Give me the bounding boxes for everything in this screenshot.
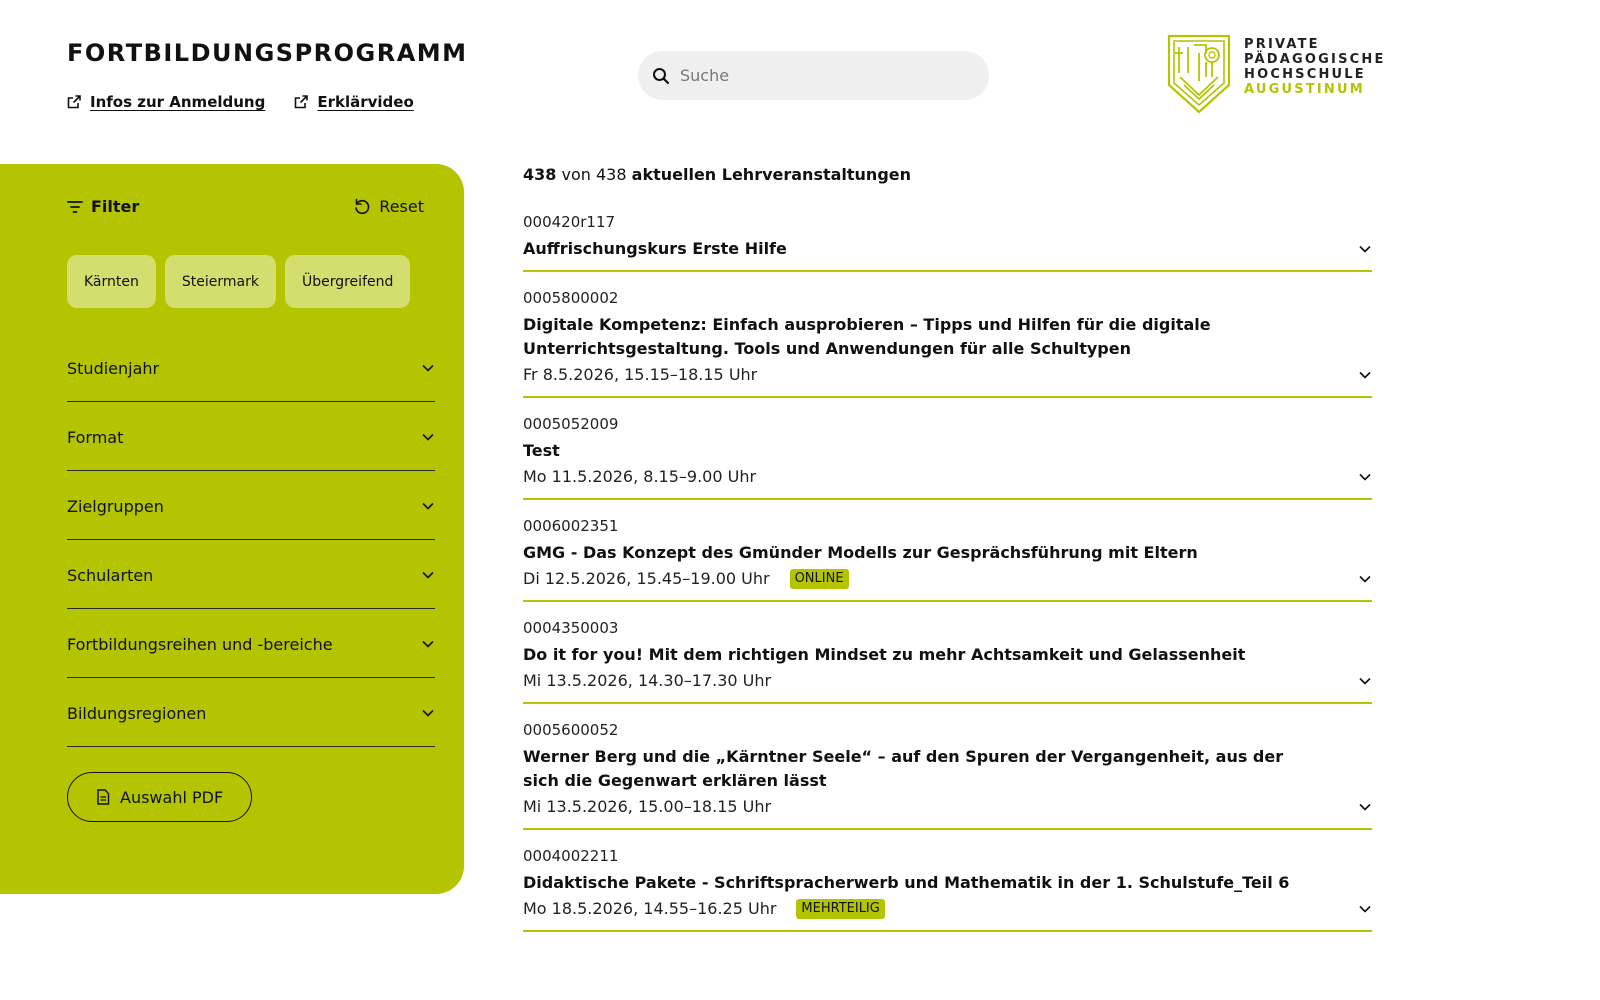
facet-label: Studienjahr <box>67 358 160 378</box>
header-links <box>66 93 414 111</box>
course-item[interactable] <box>523 196 1372 272</box>
filter-title <box>67 197 139 216</box>
course-code: 0006002351 <box>523 517 619 535</box>
course-date-row <box>523 897 1372 921</box>
chevron-down-icon <box>421 430 435 444</box>
results-panel <box>523 165 1372 932</box>
result-count <box>523 165 1372 184</box>
result-count-total: 438 <box>596 165 627 184</box>
logo[interactable] <box>1166 33 1386 115</box>
course-item[interactable] <box>523 398 1372 500</box>
chip-uebergreifend[interactable]: Übergreifend <box>285 255 410 308</box>
result-count-von: von <box>561 165 591 184</box>
course-date-row <box>523 363 1372 387</box>
pdf-selection-label: Auswahl PDF <box>120 787 224 807</box>
chevron-down-icon[interactable] <box>1358 470 1372 484</box>
chevron-down-icon <box>421 706 435 720</box>
facet-label: Zielgruppen <box>67 496 164 516</box>
filter-label: Filter <box>91 197 140 216</box>
logo-line: PRIVATE <box>1244 37 1320 52</box>
region-chips <box>67 255 410 308</box>
course-code: 0005600052 <box>523 721 619 739</box>
course-date: Mo 11.5.2026, 8.15–9.00 Uhr <box>523 467 757 486</box>
filter-header <box>67 197 424 216</box>
pdf-selection-button[interactable] <box>67 772 252 822</box>
page-title: FORTBILDUNGSPROGRAMM <box>67 39 468 67</box>
search-input[interactable] <box>680 66 970 85</box>
facet-zielgruppen[interactable] <box>67 471 435 540</box>
course-title: Test <box>523 441 560 460</box>
facet-label: Fortbildungsreihen und -bereiche <box>67 634 333 654</box>
course-item[interactable] <box>523 602 1372 704</box>
facet-schularten[interactable] <box>67 540 435 609</box>
chevron-down-icon <box>421 361 435 375</box>
chevron-down-icon <box>421 499 435 513</box>
chip-steiermark[interactable]: Steiermark <box>165 255 276 308</box>
online-badge: ONLINE <box>790 569 849 589</box>
course-date: Mo 18.5.2026, 14.55–16.25 Uhr <box>523 899 777 918</box>
course-code: 0004350003 <box>523 619 619 637</box>
facet-label: Format <box>67 427 124 447</box>
course-date-row <box>523 795 1372 819</box>
facet-label: Schularten <box>67 565 154 585</box>
chevron-down-icon <box>421 637 435 651</box>
external-link-icon <box>66 94 82 110</box>
course-item[interactable] <box>523 704 1372 830</box>
chevron-down-icon[interactable] <box>1358 800 1372 814</box>
reset-button[interactable] <box>353 197 424 216</box>
course-title: Auffrischungskurs Erste Hilfe <box>523 239 787 258</box>
chevron-down-icon[interactable] <box>1358 674 1372 688</box>
course-title: Didaktische Pakete - Schriftspracherwerb und Mathematik in der 1. Schulstufe_Teil 6 <box>523 873 1290 892</box>
course-code: 0005800002 <box>523 289 619 307</box>
info-registration-link[interactable] <box>66 93 265 111</box>
chevron-down-icon[interactable] <box>1358 368 1372 382</box>
course-title: Do it for you! Mit dem richtigen Mindset zu mehr Achtsamkeit und Gelassenheit <box>523 645 1246 664</box>
filter-sidebar <box>0 164 464 894</box>
filter-icon <box>67 200 83 214</box>
reset-icon <box>353 198 371 216</box>
facet-label: Bildungsregionen <box>67 703 207 723</box>
course-date-row <box>523 567 1372 591</box>
course-title: Digitale Kompetenz: Einfach ausprobieren – Tipps und Hilfen für die digitale Unterrichtsgestaltung. Tools und Anwendungen für alle Schultypen <box>523 315 1211 358</box>
course-code: 0005052009 <box>523 415 619 433</box>
course-list <box>523 196 1372 932</box>
facet-studienjahr[interactable] <box>67 333 435 402</box>
course-date: Fr 8.5.2026, 15.15–18.15 Uhr <box>523 365 758 384</box>
course-item[interactable] <box>523 500 1372 602</box>
search-bar[interactable] <box>638 51 989 100</box>
explainer-video-label: Erklärvideo <box>317 93 414 111</box>
document-icon <box>96 789 110 805</box>
facet-bildungsregionen[interactable] <box>67 678 435 747</box>
chevron-down-icon[interactable] <box>1358 572 1372 586</box>
logo-text <box>1244 33 1386 97</box>
chevron-down-icon[interactable] <box>1358 242 1372 256</box>
course-item[interactable] <box>523 830 1372 932</box>
logo-line: HOCHSCHULE <box>1244 67 1366 82</box>
course-code: 000420r117 <box>523 213 616 231</box>
explainer-video-link[interactable] <box>293 93 413 111</box>
external-link-icon <box>293 94 309 110</box>
course-code: 0004002211 <box>523 847 619 865</box>
course-date: Di 12.5.2026, 15.45–19.00 Uhr <box>523 569 770 588</box>
augustinum-shield-icon <box>1166 33 1232 115</box>
chip-kaernten[interactable]: Kärnten <box>67 255 156 308</box>
filter-facets <box>67 333 435 747</box>
result-count-shown: 438 <box>523 165 557 184</box>
facet-format[interactable] <box>67 402 435 471</box>
course-date: Mi 13.5.2026, 15.00–18.15 Uhr <box>523 797 772 816</box>
course-date-row <box>523 465 1372 489</box>
chevron-down-icon[interactable] <box>1358 902 1372 916</box>
facet-fortbildungsreihen[interactable] <box>67 609 435 678</box>
multipart-badge: MEHRTEILIG <box>796 899 884 919</box>
search-icon <box>652 67 670 85</box>
course-date-row <box>523 669 1372 693</box>
course-title: GMG - Das Konzept des Gmünder Modells zur Gesprächsführung mit Eltern <box>523 543 1198 562</box>
course-title: Werner Berg und die „Kärntner Seele“ – auf den Spuren der Vergangenheit, aus der sich die Gegenwart erklären lässt <box>523 747 1284 790</box>
info-registration-label: Infos zur Anmeldung <box>90 93 266 111</box>
logo-accent-line: AUGUSTINUM <box>1244 82 1365 97</box>
course-date: Mi 13.5.2026, 14.30–17.30 Uhr <box>523 671 772 690</box>
course-item[interactable] <box>523 272 1372 398</box>
result-count-suffix: aktuellen Lehrveranstaltungen <box>631 165 912 184</box>
reset-label: Reset <box>379 197 424 216</box>
chevron-down-icon <box>421 568 435 582</box>
logo-line: PÄDAGOGISCHE <box>1244 52 1386 67</box>
